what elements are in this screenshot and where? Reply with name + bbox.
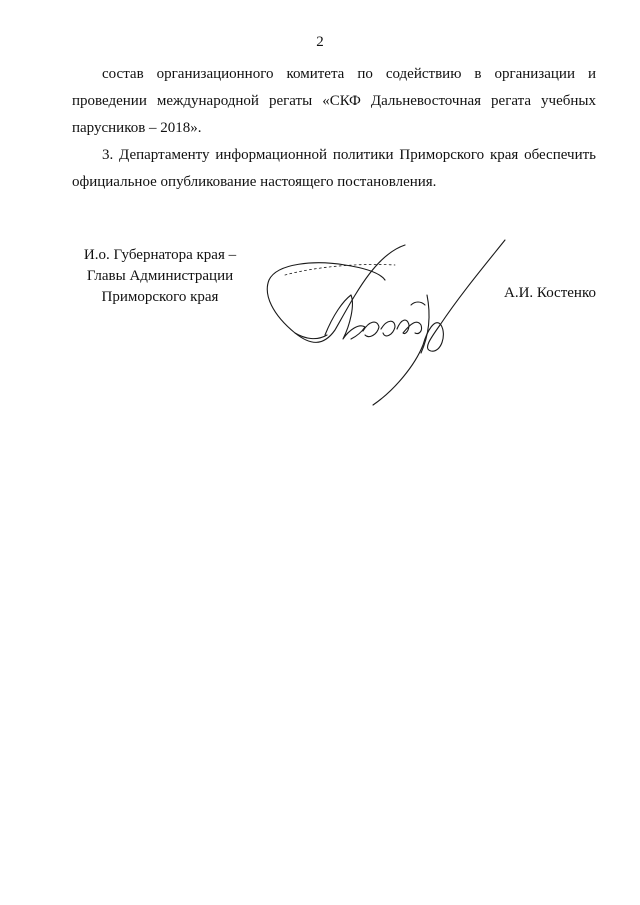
signatory-title-line: И.о. Губернатора края – (83, 247, 237, 263)
document-body (72, 61, 596, 196)
handwritten-signature-icon (255, 235, 515, 410)
signatory-title (50, 245, 270, 308)
page-number: 2 (316, 34, 324, 50)
paragraph-continuation: состав организационного комитета по содействию в организации и проведении международной регаты «СКФ Дальневосточная регата учебных парусников – 2018». (72, 66, 596, 136)
signer-name: А.И. Костенко (504, 285, 596, 301)
signatory-title-line: Главы Администрации (86, 268, 234, 284)
paragraph-item-3: 3. Департаменту информационной политики Приморского края обеспечить официальное опубликование настоящего постановления. (72, 147, 596, 190)
signatory-title-line: Приморского края (101, 289, 219, 305)
